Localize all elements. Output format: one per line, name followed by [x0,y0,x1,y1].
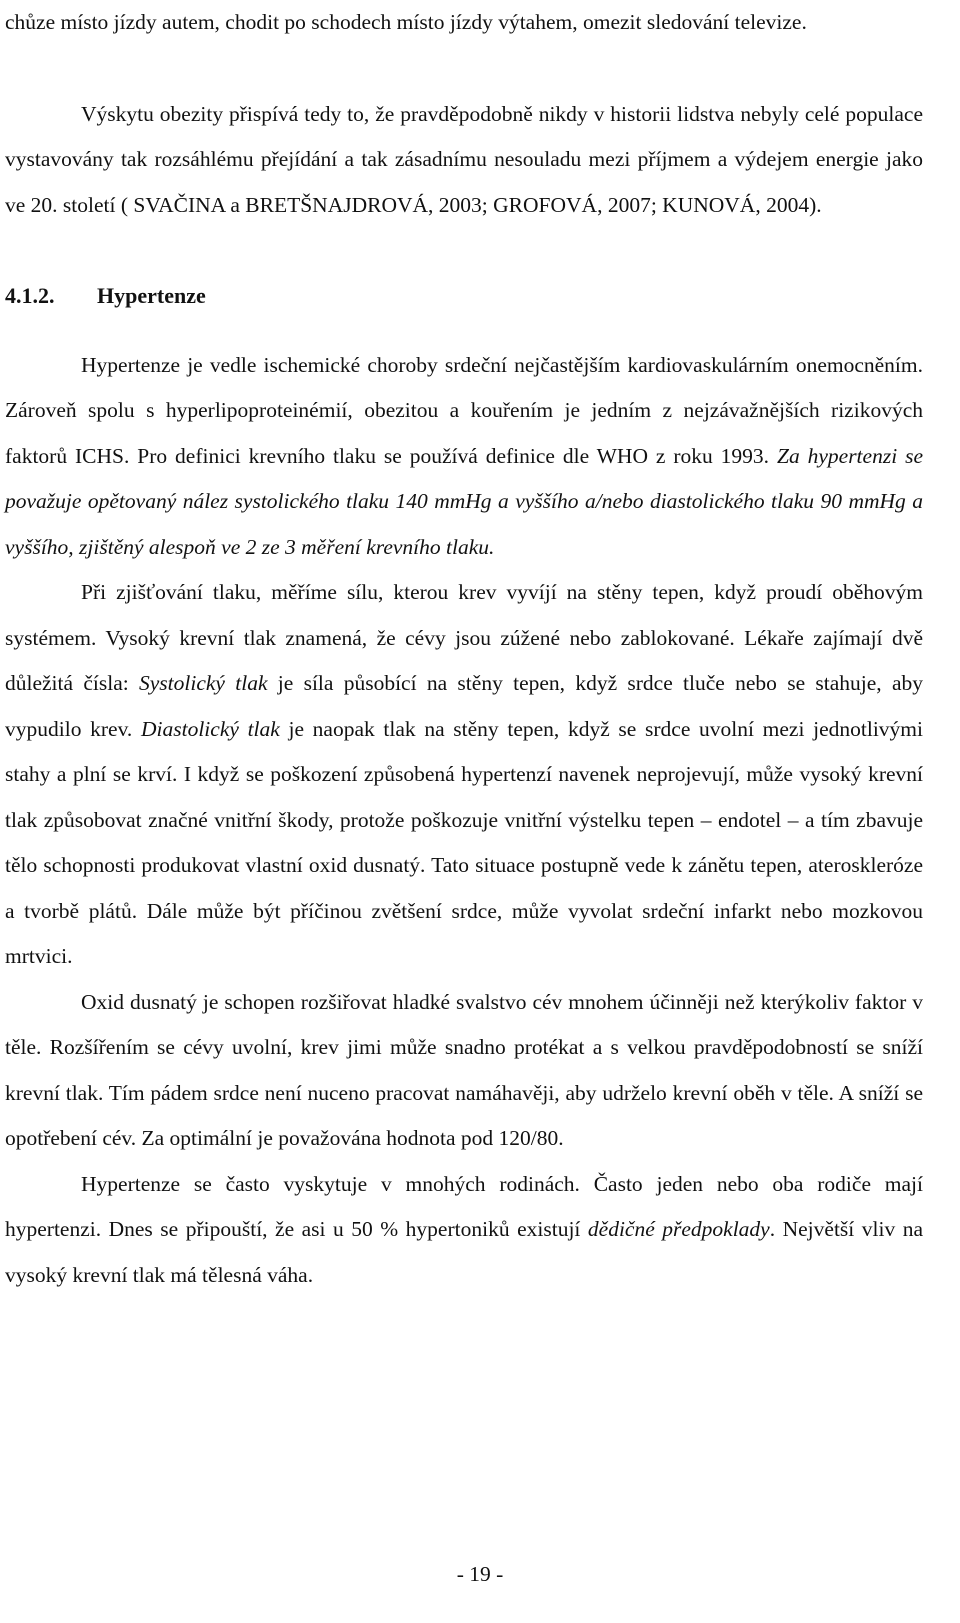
heredity-text-1: Hypertenze se často vyskytuje v mnohých rodinách. Často jeden nebo oba rodiče mají hypertenzi. Dnes se připouští, že asi u 50 % hypertoniků existují [5,1171,923,1241]
definition-italic-text: Za hypertenzi se považuje opětovaný nález systolického tlaku 140 mmHg a vyššího a/nebo diastolického tlaku 90 mmHg a vyššího, zjištěný alespoň ve 2 ze 3 měření krevního tlaku. [5,443,923,559]
section-heading [5,273,923,319]
paragraph-heredity [5,1162,923,1299]
diastolic-term: Diastolický tlak [140,716,280,741]
document-page [5,0,923,1298]
systolic-term: Systolický tlak [139,671,268,695]
bp-text-3: je naopak tlak na stěny tepen, když se srdce uvolní mezi jednotlivými stahy a plní se krví. I když se poškození způsobená hypertenzí navenek neprojevují, může vysoký krevní tlak způsobovat značné vnitřní škody, protože poškozuje vnitřní výstelku tepen – endotel – a tím zbavuje tělo schopnosti produkovat vlastní oxid dusnatý. Tato situace postupně vede k zánětu tepen, ateroskleróze a tvorbě plátů. Dále může být příčinou zvětšení srdce, může vyvolat srdeční infarkt nebo mozkovou mrtvici. [5,716,923,968]
heredity-italic: dědičné předpoklady [587,1217,770,1241]
bp-text-1: Při zjišťování tlaku, měříme sílu, kterou krev vyvíjí na stěny tepen, když proudí oběhovým systémem. Vysoký krevní tlak znamená, že cévy jsou zúžené nebo zablokované. Lékaře zajímají dvě důležitá čísla: [5,580,923,695]
definition-text: Hypertenze je vedle ischemické choroby srdeční nejčastějším kardiovaskulárním onemocněním. Zároveň spolu s hyperlipoproteinémií, obezitou a kouřením je jedním z nejzávažnějších rizikových faktorů ICHS. Pro definici krevního tlaku se používá definice dle WHO z roku 1993. [5,352,923,468]
paragraph-nitric-oxide: Oxid dusnatý je schopen rozšiřovat hladké svalstvo cév mnohem účinněji než kterýkoliv faktor v těle. Rozšířením se cévy uvolní, krev jimi může snadno protékat a s velkou pravděpodobností se sníží krevní tlak. Tím pádem srdce není nuceno pracovat namáhavěji, aby udrželo krevní oběh v těle. A sníží se opotřebení cév. Za optimální je považována hodnota pod 120/80. [5,989,923,1150]
section-title: Hypertenze [97,283,206,308]
bp-text-2: je síla působící na stěny tepen, když srdce tluče nebo se stahuje, aby vypudilo krev. [5,671,923,741]
paragraph-obesity: Výskytu obezity přispívá tedy to, že pravděpodobně nikdy v historii lidstva nebyly celé populace vystavovány tak rozsáhlému přejídání a tak zásadnímu nesouladu mezi příjmem a výdejem energie jako ve 20. století ( SVAČINA a BRETŠNAJDROVÁ, 2003; GROFOVÁ, 2007; KUNOVÁ, 2004). [5,101,923,217]
paragraph-continuation: chůze místo jízdy autem, chodit po schodech místo jízdy výtahem, omezit sledování televize. [5,10,807,34]
paragraph-blood-pressure [5,570,923,980]
section-number: 4.1.2. [5,283,55,308]
heredity-text-2: . Největší vliv na vysoký krevní tlak má tělesná váha. [5,1217,924,1287]
page-number: - 19 - [456,1562,504,1586]
paragraph-hypertension-definition [5,343,923,571]
